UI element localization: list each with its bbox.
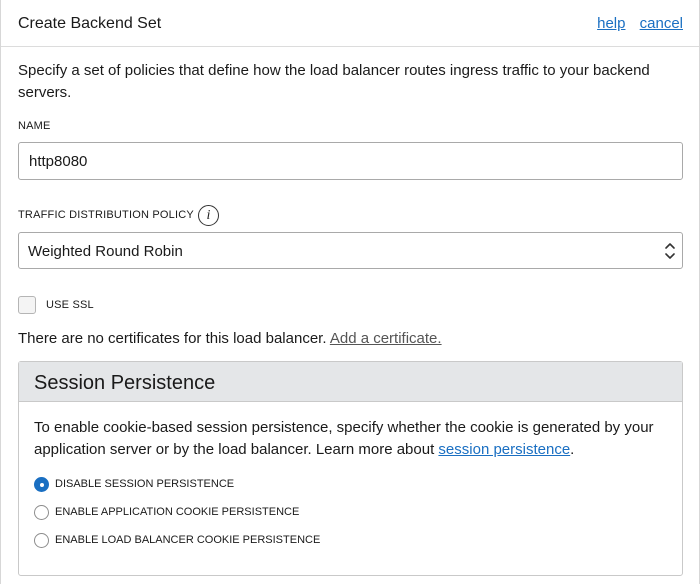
intro-text: Specify a set of policies that define how the load balancer routes ingress traffic to your backend servers.	[18, 62, 650, 101]
header-links	[587, 15, 683, 32]
certificate-notice-text: There are no certificates for this load balancer.	[18, 330, 327, 347]
session-persistence-description-text: To enable cookie-based session persistence, specify whether the cookie is generated by your application server or by the load balancer. Learn more about	[34, 419, 654, 458]
session-persistence-header	[19, 362, 682, 402]
name-input[interactable]	[18, 142, 683, 180]
help-link[interactable]: help	[597, 15, 626, 32]
radio-label: DISABLE SESSION PERSISTENCE	[55, 478, 235, 490]
radio-label: ENABLE LOAD BALANCER COOKIE PERSISTENCE	[55, 534, 321, 546]
chevron-up-down-icon	[664, 241, 676, 261]
radio-button-selected[interactable]	[34, 477, 49, 492]
session-persistence-link[interactable]: session persistence	[438, 441, 571, 458]
cancel-link[interactable]: cancel	[639, 15, 683, 32]
policy-select-value: Weighted Round Robin	[28, 243, 183, 260]
description-period: .	[570, 441, 575, 458]
use-ssl-checkbox[interactable]	[18, 296, 36, 314]
dialog-title: Create Backend Set	[18, 15, 162, 32]
certificate-notice	[18, 330, 442, 347]
radio-button[interactable]	[34, 505, 49, 520]
radio-label: ENABLE APPLICATION COOKIE PERSISTENCE	[55, 506, 300, 518]
dialog-header	[1, 0, 699, 47]
policy-label: TRAFFIC DISTRIBUTION POLICY	[18, 209, 194, 221]
radio-button[interactable]	[34, 533, 49, 548]
session-persistence-description	[34, 417, 674, 461]
name-label: NAME	[18, 120, 51, 132]
use-ssl-label: USE SSL	[46, 299, 94, 311]
add-certificate-link[interactable]: Add a certificate.	[329, 330, 442, 347]
info-icon[interactable]: i	[198, 205, 219, 226]
policy-select[interactable]	[18, 232, 683, 269]
session-persistence-panel	[18, 361, 683, 576]
session-persistence-title: Session Persistence	[34, 372, 216, 394]
